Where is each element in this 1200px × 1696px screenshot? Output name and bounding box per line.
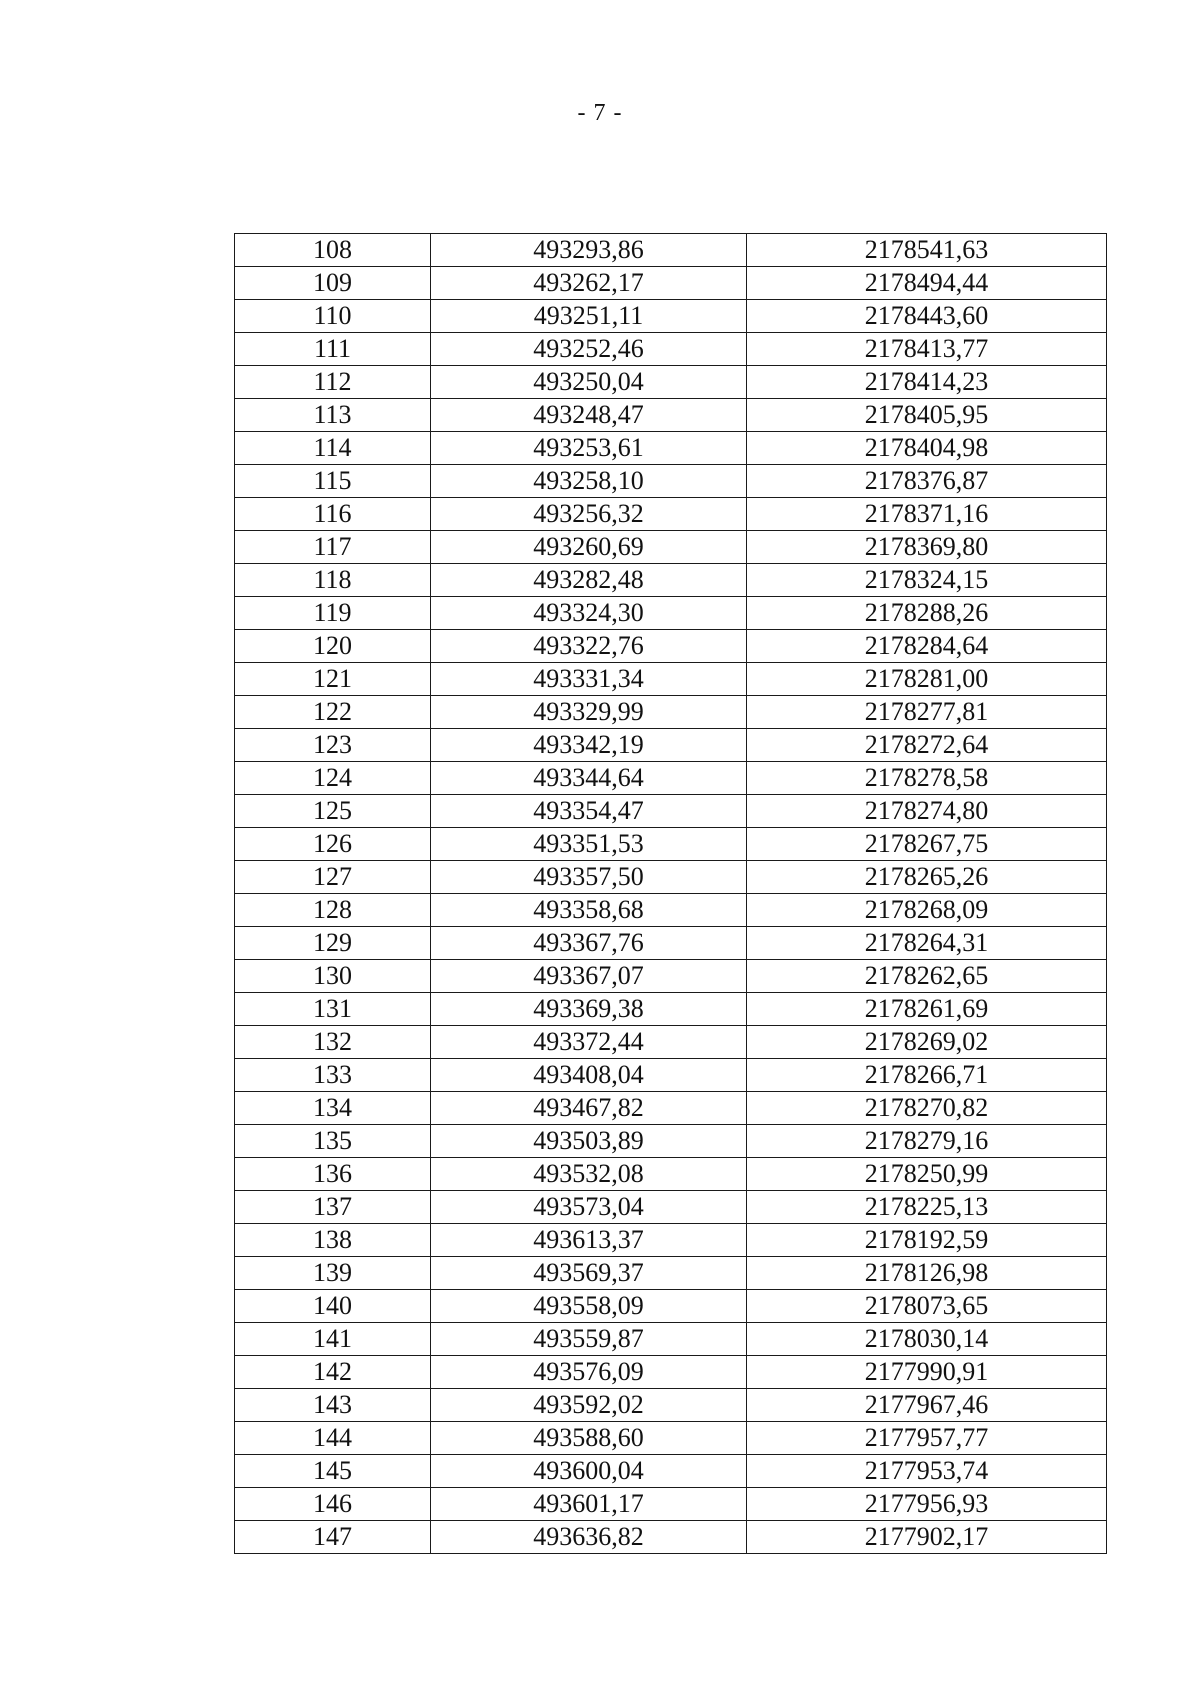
x-coordinate-cell: 493600,04	[431, 1455, 747, 1488]
y-coordinate-cell: 2178266,71	[747, 1059, 1107, 1092]
x-coordinate-cell: 493576,09	[431, 1356, 747, 1389]
table-row	[235, 366, 1107, 399]
y-coordinate-cell: 2178192,59	[747, 1224, 1107, 1257]
table-row	[235, 1290, 1107, 1323]
x-coordinate-cell: 493532,08	[431, 1158, 747, 1191]
y-coordinate-cell: 2177902,17	[747, 1521, 1107, 1554]
x-coordinate-cell: 493613,37	[431, 1224, 747, 1257]
table-row	[235, 894, 1107, 927]
y-coordinate-cell: 2178267,75	[747, 828, 1107, 861]
point-number-cell: 129	[235, 927, 431, 960]
x-coordinate-cell: 493367,07	[431, 960, 747, 993]
point-number-cell: 116	[235, 498, 431, 531]
point-number-cell: 132	[235, 1026, 431, 1059]
y-coordinate-cell: 2178443,60	[747, 300, 1107, 333]
point-number-cell: 123	[235, 729, 431, 762]
y-coordinate-cell: 2178541,63	[747, 234, 1107, 267]
point-number-cell: 147	[235, 1521, 431, 1554]
table-row	[235, 828, 1107, 861]
y-coordinate-cell: 2178073,65	[747, 1290, 1107, 1323]
y-coordinate-cell: 2178405,95	[747, 399, 1107, 432]
x-coordinate-cell: 493256,32	[431, 498, 747, 531]
coordinates-table-body	[235, 234, 1107, 1554]
page-number: - 7 -	[577, 100, 623, 126]
x-coordinate-cell: 493329,99	[431, 696, 747, 729]
point-number-cell: 110	[235, 300, 431, 333]
table-row	[235, 267, 1107, 300]
point-number-cell: 136	[235, 1158, 431, 1191]
table-row	[235, 1455, 1107, 1488]
point-number-cell: 146	[235, 1488, 431, 1521]
point-number-cell: 112	[235, 366, 431, 399]
x-coordinate-cell: 493367,76	[431, 927, 747, 960]
x-coordinate-cell: 493559,87	[431, 1323, 747, 1356]
coordinates-table	[234, 233, 1107, 1554]
y-coordinate-cell: 2178274,80	[747, 795, 1107, 828]
x-coordinate-cell: 493251,11	[431, 300, 747, 333]
point-number-cell: 142	[235, 1356, 431, 1389]
table-row	[235, 960, 1107, 993]
y-coordinate-cell: 2178413,77	[747, 333, 1107, 366]
point-number-cell: 111	[235, 333, 431, 366]
table-row	[235, 762, 1107, 795]
x-coordinate-cell: 493358,68	[431, 894, 747, 927]
point-number-cell: 120	[235, 630, 431, 663]
x-coordinate-cell: 493252,46	[431, 333, 747, 366]
y-coordinate-cell: 2178414,23	[747, 366, 1107, 399]
point-number-cell: 125	[235, 795, 431, 828]
point-number-cell: 131	[235, 993, 431, 1026]
x-coordinate-cell: 493408,04	[431, 1059, 747, 1092]
y-coordinate-cell: 2178279,16	[747, 1125, 1107, 1158]
table-row	[235, 729, 1107, 762]
y-coordinate-cell: 2178404,98	[747, 432, 1107, 465]
x-coordinate-cell: 493342,19	[431, 729, 747, 762]
table-row	[235, 696, 1107, 729]
point-number-cell: 144	[235, 1422, 431, 1455]
point-number-cell: 140	[235, 1290, 431, 1323]
point-number-cell: 139	[235, 1257, 431, 1290]
x-coordinate-cell: 493260,69	[431, 531, 747, 564]
y-coordinate-cell: 2178261,69	[747, 993, 1107, 1026]
point-number-cell: 114	[235, 432, 431, 465]
y-coordinate-cell: 2178284,64	[747, 630, 1107, 663]
x-coordinate-cell: 493357,50	[431, 861, 747, 894]
y-coordinate-cell: 2177953,74	[747, 1455, 1107, 1488]
x-coordinate-cell: 493282,48	[431, 564, 747, 597]
table-row	[235, 300, 1107, 333]
y-coordinate-cell: 2178268,09	[747, 894, 1107, 927]
x-coordinate-cell: 493503,89	[431, 1125, 747, 1158]
y-coordinate-cell: 2178250,99	[747, 1158, 1107, 1191]
x-coordinate-cell: 493601,17	[431, 1488, 747, 1521]
point-number-cell: 133	[235, 1059, 431, 1092]
point-number-cell: 124	[235, 762, 431, 795]
y-coordinate-cell: 2178371,16	[747, 498, 1107, 531]
x-coordinate-cell: 493569,37	[431, 1257, 747, 1290]
y-coordinate-cell: 2178272,64	[747, 729, 1107, 762]
table-row	[235, 663, 1107, 696]
x-coordinate-cell: 493262,17	[431, 267, 747, 300]
table-row	[235, 432, 1107, 465]
y-coordinate-cell: 2178288,26	[747, 597, 1107, 630]
y-coordinate-cell: 2178270,82	[747, 1092, 1107, 1125]
y-coordinate-cell: 2178265,26	[747, 861, 1107, 894]
y-coordinate-cell: 2177956,93	[747, 1488, 1107, 1521]
point-number-cell: 113	[235, 399, 431, 432]
table-row	[235, 630, 1107, 663]
x-coordinate-cell: 493467,82	[431, 1092, 747, 1125]
x-coordinate-cell: 493258,10	[431, 465, 747, 498]
point-number-cell: 118	[235, 564, 431, 597]
table-row	[235, 1488, 1107, 1521]
x-coordinate-cell: 493324,30	[431, 597, 747, 630]
x-coordinate-cell: 493344,64	[431, 762, 747, 795]
x-coordinate-cell: 493592,02	[431, 1389, 747, 1422]
y-coordinate-cell: 2178269,02	[747, 1026, 1107, 1059]
table-row	[235, 1092, 1107, 1125]
table-row	[235, 1521, 1107, 1554]
point-number-cell: 134	[235, 1092, 431, 1125]
y-coordinate-cell: 2178324,15	[747, 564, 1107, 597]
y-coordinate-cell: 2178494,44	[747, 267, 1107, 300]
x-coordinate-cell: 493558,09	[431, 1290, 747, 1323]
table-row	[235, 1026, 1107, 1059]
y-coordinate-cell: 2178225,13	[747, 1191, 1107, 1224]
x-coordinate-cell: 493372,44	[431, 1026, 747, 1059]
x-coordinate-cell: 493573,04	[431, 1191, 747, 1224]
table-row	[235, 597, 1107, 630]
table-row	[235, 234, 1107, 267]
table-row	[235, 1191, 1107, 1224]
x-coordinate-cell: 493369,38	[431, 993, 747, 1026]
y-coordinate-cell: 2178376,87	[747, 465, 1107, 498]
point-number-cell: 141	[235, 1323, 431, 1356]
table-row	[235, 1224, 1107, 1257]
point-number-cell: 115	[235, 465, 431, 498]
y-coordinate-cell: 2178369,80	[747, 531, 1107, 564]
y-coordinate-cell: 2177967,46	[747, 1389, 1107, 1422]
point-number-cell: 121	[235, 663, 431, 696]
table-row	[235, 1356, 1107, 1389]
table-row	[235, 399, 1107, 432]
table-row	[235, 927, 1107, 960]
y-coordinate-cell: 2178262,65	[747, 960, 1107, 993]
y-coordinate-cell: 2178281,00	[747, 663, 1107, 696]
table-row	[235, 1422, 1107, 1455]
x-coordinate-cell: 493331,34	[431, 663, 747, 696]
point-number-cell: 109	[235, 267, 431, 300]
x-coordinate-cell: 493354,47	[431, 795, 747, 828]
x-coordinate-cell: 493248,47	[431, 399, 747, 432]
point-number-cell: 143	[235, 1389, 431, 1422]
table-row	[235, 1257, 1107, 1290]
point-number-cell: 145	[235, 1455, 431, 1488]
table-row	[235, 564, 1107, 597]
y-coordinate-cell: 2178278,58	[747, 762, 1107, 795]
y-coordinate-cell: 2178126,98	[747, 1257, 1107, 1290]
point-number-cell: 138	[235, 1224, 431, 1257]
point-number-cell: 117	[235, 531, 431, 564]
table-row	[235, 333, 1107, 366]
x-coordinate-cell: 493250,04	[431, 366, 747, 399]
x-coordinate-cell: 493636,82	[431, 1521, 747, 1554]
table-row	[235, 861, 1107, 894]
table-row	[235, 465, 1107, 498]
y-coordinate-cell: 2177957,77	[747, 1422, 1107, 1455]
point-number-cell: 135	[235, 1125, 431, 1158]
y-coordinate-cell: 2178277,81	[747, 696, 1107, 729]
point-number-cell: 137	[235, 1191, 431, 1224]
table-row	[235, 1125, 1107, 1158]
x-coordinate-cell: 493588,60	[431, 1422, 747, 1455]
point-number-cell: 127	[235, 861, 431, 894]
point-number-cell: 122	[235, 696, 431, 729]
table-row	[235, 993, 1107, 1026]
table-row	[235, 498, 1107, 531]
table-row	[235, 1389, 1107, 1422]
x-coordinate-cell: 493322,76	[431, 630, 747, 663]
table-row	[235, 795, 1107, 828]
y-coordinate-cell: 2177990,91	[747, 1356, 1107, 1389]
table-row	[235, 1158, 1107, 1191]
point-number-cell: 108	[235, 234, 431, 267]
point-number-cell: 128	[235, 894, 431, 927]
x-coordinate-cell: 493293,86	[431, 234, 747, 267]
table-row	[235, 1059, 1107, 1092]
table-row	[235, 1323, 1107, 1356]
table-row	[235, 531, 1107, 564]
point-number-cell: 119	[235, 597, 431, 630]
x-coordinate-cell: 493351,53	[431, 828, 747, 861]
point-number-cell: 130	[235, 960, 431, 993]
y-coordinate-cell: 2178264,31	[747, 927, 1107, 960]
point-number-cell: 126	[235, 828, 431, 861]
x-coordinate-cell: 493253,61	[431, 432, 747, 465]
y-coordinate-cell: 2178030,14	[747, 1323, 1107, 1356]
